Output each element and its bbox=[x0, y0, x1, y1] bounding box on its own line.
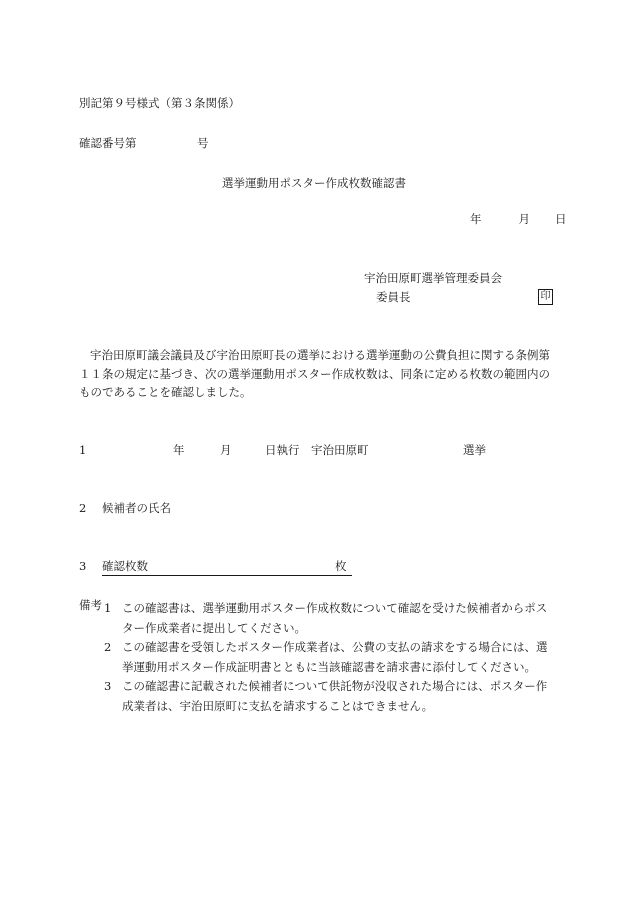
body-paragraph: 宇治田原町議会議員及び宇治田原町長の選挙における選挙運動の公費負担に関する条例第１１条の規定に基づき、次の選挙運動用ポスター作成枚数は、同条に定める枚数の範囲内のものであることを確認しました。 bbox=[79, 348, 551, 399]
item-1-town: 宇治田原町 bbox=[311, 443, 369, 457]
note-text: この確認書は、選挙運動用ポスター作成枚数について確認を受けた候補者からポスター作成業者に提出してください。 bbox=[122, 601, 548, 635]
date-day: 日 bbox=[555, 212, 567, 226]
confirmation-number bbox=[79, 136, 209, 151]
date-year: 年 bbox=[470, 212, 482, 226]
item-2-candidate bbox=[79, 501, 171, 516]
form-label: 別記第９号様式（第３条関係） bbox=[79, 96, 240, 110]
item-3-count bbox=[79, 559, 347, 574]
date-month: 月 bbox=[518, 212, 530, 226]
notes-label: 備考 bbox=[79, 598, 102, 612]
note-number: 2 bbox=[104, 640, 112, 654]
note-item bbox=[104, 638, 556, 677]
confirmation-number-suffix: 号 bbox=[197, 136, 209, 150]
note-number: 3 bbox=[104, 679, 112, 693]
issuer-organization: 宇治田原町選挙管理委員会 bbox=[364, 271, 502, 285]
date-line bbox=[470, 213, 567, 227]
note-number: 1 bbox=[104, 601, 112, 615]
item-3-unit: 枚 bbox=[335, 559, 347, 573]
note-text: この確認書に記載された候補者について供託物が没収された場合には、ポスター作成業者は、宇治田原町に支払を請求することはできません。 bbox=[122, 679, 548, 713]
issuer-title: 委員長 bbox=[376, 290, 411, 304]
item-2-number: 2 bbox=[79, 501, 87, 515]
item-1-month: 月 bbox=[220, 443, 232, 457]
item-1-year: 年 bbox=[173, 443, 185, 457]
item-2-label: 候補者の氏名 bbox=[102, 501, 171, 515]
item-1-election: 選挙 bbox=[463, 443, 486, 457]
note-item bbox=[104, 677, 556, 716]
note-item bbox=[104, 599, 556, 638]
item-3-underline bbox=[102, 575, 352, 576]
item-3-number: 3 bbox=[79, 559, 87, 573]
document-title: 選挙運動用ポスター作成枚数確認書 bbox=[222, 176, 406, 190]
item-1-enforcement-day: 日執行 bbox=[265, 443, 300, 457]
item-3-label: 確認枚数 bbox=[102, 559, 148, 573]
note-text: この確認書を受領したポスター作成業者は、公費の支払の請求をする場合には、選挙運動用ポスター作成証明書とともに当該確認書を請求書に添付してください。 bbox=[122, 640, 548, 674]
item-1-number: 1 bbox=[79, 443, 87, 457]
confirmation-number-prefix: 確認番号第 bbox=[79, 136, 137, 150]
seal-mark: 印 bbox=[538, 289, 553, 305]
